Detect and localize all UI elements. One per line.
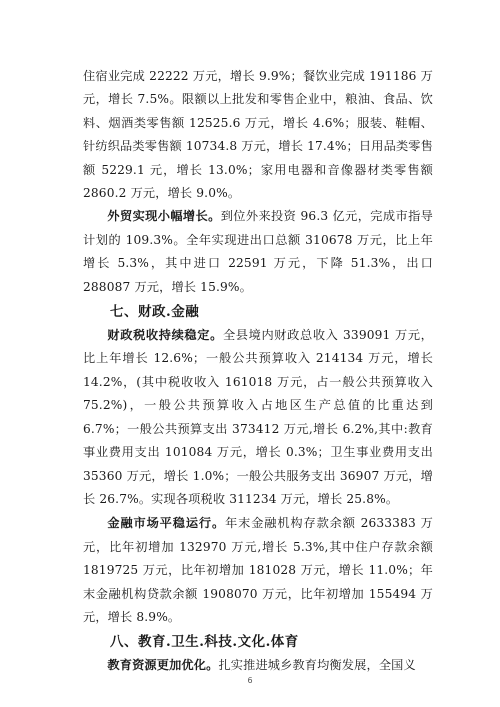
paragraph-financial-market bbox=[83, 512, 433, 629]
paragraph-text: 住宿业完成 22222 万元，增长 9.9%；餐饮业完成 191186 万元，增长 7.5%。限额以上批发和零售企业中，粮油、食品、饮料、烟酒类零售额 12525.6 万元，增长 4.6%；服装、鞋帽、针纺织品类零售额 10734.8 万元，增长 17.4%；日用品类零售额 5229.1 元，增长 13.0%；家用电器和音像器材类零售额 2860.2 万元，增长 9.0%。 bbox=[83, 69, 433, 201]
paragraph-lead: 金融市场平稳运行。 bbox=[107, 516, 226, 531]
paragraph-education bbox=[83, 654, 433, 677]
paragraph-text: 到位外来投资 96.3 亿元，完成市指导计划的 109.3%。全年实现进出口总额 310678 万元，比上年增长 5.3%，其中进口 22591 万元，下降 51.3%，出口 288087 万元，增长 15.9%。 bbox=[83, 209, 433, 294]
paragraph-lead: 教育资源更加优化。 bbox=[107, 658, 219, 673]
paragraph-fiscal bbox=[83, 324, 433, 511]
section-heading-education: 八、教育.卫生.科技.文化.体育 bbox=[110, 634, 299, 651]
page-body bbox=[83, 65, 433, 678]
paragraph-text: 年末金融机构存款余额 2633383 万元，比年初增加 132970 万元,增长 5.3%,其中住户存款余额 1819725 万元，比年初增加 181028 万元，增长 11.0%；年末金融机构贷款余额 1908070 万元，比年初增加 155494 万元，增长 8.9%。 bbox=[83, 516, 433, 624]
section-heading-finance: 七、财政.金融 bbox=[110, 304, 200, 321]
page-number: 6 bbox=[247, 676, 253, 685]
paragraph-text: 扎实推进城乡教育均衡发展，全国义 bbox=[218, 658, 416, 673]
paragraph-lead: 财政税收持续稳定。 bbox=[107, 328, 223, 343]
paragraph-text: 全县境内财政总收入 339091 万元，比上年增长 12.6%；一般公共预算收入 214134 万元，增长 14.2%，(其中税收收入 161018 万元，占一般公共预算收入 75.2%)，一般公共预算收入占地区生产总值的比重达到 6.7%；一般公共预算支出 373412 万元,增长 6.2%,其中:教育事业费用支出 101084 万元，增长 0.3%；卫生事业费用支出 35360 万元，增长 1.0%；一般公共服务支出 36907 万元，增长 26.7%。实现各项税收 311234 万元，增长 25.8%。 bbox=[83, 328, 433, 506]
paragraph-lead: 外贸实现小幅增长。 bbox=[107, 209, 221, 224]
paragraph-retail bbox=[83, 65, 433, 205]
paragraph-foreign-trade bbox=[83, 205, 433, 299]
